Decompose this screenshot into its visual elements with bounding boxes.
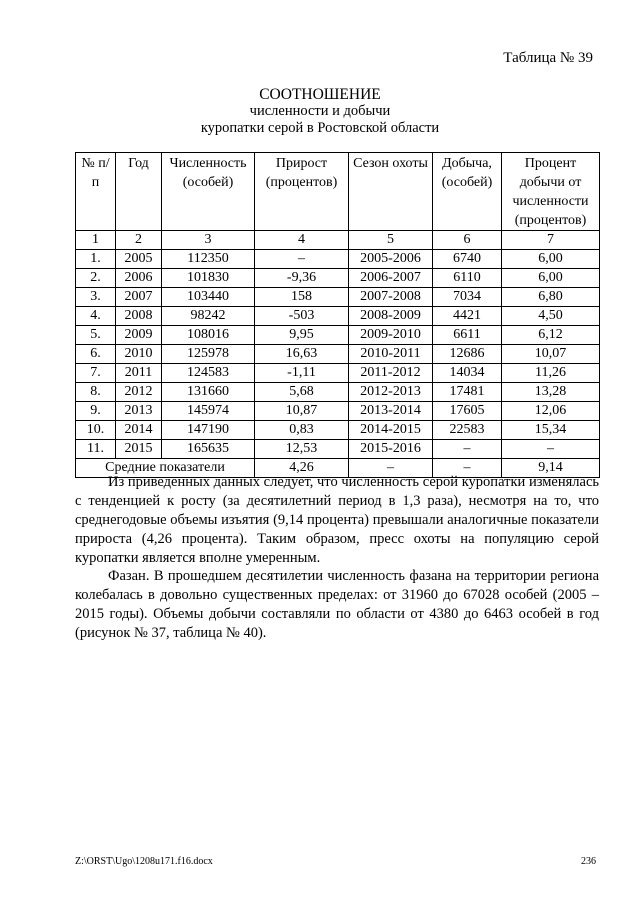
table-cell: 145974 <box>162 402 255 421</box>
table-cell: 2008-2009 <box>349 307 433 326</box>
table-row <box>76 269 600 288</box>
header-cell-harvest: Добыча, (особей) <box>433 153 502 231</box>
table-cell: – <box>502 440 600 459</box>
table-body <box>76 231 600 459</box>
table-cell: 165635 <box>162 440 255 459</box>
table-title: СООТНОШЕНИЕ <box>259 86 381 103</box>
table-cell: 2005 <box>116 250 162 269</box>
table-cell: 11. <box>76 440 116 459</box>
table-row <box>76 326 600 345</box>
table-cell: 6611 <box>433 326 502 345</box>
table-cell: 2009-2010 <box>349 326 433 345</box>
table-number: Таблица № 39 <box>503 50 593 66</box>
table-cell: 6,00 <box>502 250 600 269</box>
table-cell: 6,00 <box>502 269 600 288</box>
table-cell: 125978 <box>162 345 255 364</box>
summary-percent: 9,14 <box>502 459 600 478</box>
table-cell: 16,63 <box>255 345 349 364</box>
table-cell: 12,06 <box>502 402 600 421</box>
header-cell-season: Сезон охоты <box>349 153 433 231</box>
table-cell: 2013-2014 <box>349 402 433 421</box>
table-cell: 2015-2016 <box>349 440 433 459</box>
table-cell: -9,36 <box>255 269 349 288</box>
column-number: 6 <box>433 231 502 250</box>
table-cell: 2006 <box>116 269 162 288</box>
table-subtitle-line2: куропатки серой в Ростовской области <box>200 120 440 136</box>
paragraph-partridge: Из приведенных данных следует, что численность серой куропатки изменялась с тенденцией к росту (за десятилетний период в 1,3 раза), несмотря на то, что среднегодовые объемы изъятия (9,14 процента) превышали аналогичные показатели прироста (4,26 процента). Таким образом, пресс охоты на популяцию серой куропатки является вполне умеренным. <box>75 474 599 566</box>
table-cell: 2014 <box>116 421 162 440</box>
table-cell: 17605 <box>433 402 502 421</box>
table-cell: 131660 <box>162 383 255 402</box>
table-row <box>76 440 600 459</box>
table-cell: 6,80 <box>502 288 600 307</box>
summary-label: Средние показатели <box>76 459 255 478</box>
table-cell: 98242 <box>162 307 255 326</box>
header-cell-percent: Процент добычи от численности (процентов) <box>502 153 600 231</box>
table-cell: 10,87 <box>255 402 349 421</box>
column-number-row <box>76 231 600 250</box>
table-cell: 8. <box>76 383 116 402</box>
table-cell: -503 <box>255 307 349 326</box>
table-cell: 112350 <box>162 250 255 269</box>
table-cell: 2008 <box>116 307 162 326</box>
table-row <box>76 421 600 440</box>
table-cell: 2007 <box>116 288 162 307</box>
table-cell: 10,07 <box>502 345 600 364</box>
table-cell: 10. <box>76 421 116 440</box>
table-cell: 3. <box>76 288 116 307</box>
table-cell: 2010 <box>116 345 162 364</box>
table-cell: 2005-2006 <box>349 250 433 269</box>
summary-growth: 4,26 <box>255 459 349 478</box>
table-cell: 9,95 <box>255 326 349 345</box>
table-cell: 4421 <box>433 307 502 326</box>
table-cell: 1. <box>76 250 116 269</box>
table-cell: 12686 <box>433 345 502 364</box>
table-cell: 2010-2011 <box>349 345 433 364</box>
table-cell: – <box>433 440 502 459</box>
table-cell: 7034 <box>433 288 502 307</box>
table-cell: 5. <box>76 326 116 345</box>
table-cell: 2013 <box>116 402 162 421</box>
paragraph-pheasant: Фазан. В прошедшем десятилетии численность фазана на территории региона колебалась в довольно существенных пределах: от 31960 до 67028 особей (2005 – 2015 годы). Объемы добычи составляли по области от 4380 до 6463 особей в год (рисунок № 37, таблица № 40). <box>75 568 599 641</box>
table-cell: -1,11 <box>255 364 349 383</box>
table-cell: 7. <box>76 364 116 383</box>
table-cell: 4. <box>76 307 116 326</box>
table-cell: 2012-2013 <box>349 383 433 402</box>
table-cell: 6740 <box>433 250 502 269</box>
table-cell: 2009 <box>116 326 162 345</box>
table-row <box>76 307 600 326</box>
table-row <box>76 402 600 421</box>
table-cell: 6110 <box>433 269 502 288</box>
table-row <box>76 250 600 269</box>
table-cell: 4,50 <box>502 307 600 326</box>
table-cell: 2012 <box>116 383 162 402</box>
table-row <box>76 345 600 364</box>
table-cell: 13,28 <box>502 383 600 402</box>
table-cell: 124583 <box>162 364 255 383</box>
table-subtitle-line1: численности и добычи <box>249 103 391 119</box>
column-number: 5 <box>349 231 433 250</box>
header-cell-year: Год <box>116 153 162 231</box>
table-cell: – <box>255 250 349 269</box>
table-cell: 22583 <box>433 421 502 440</box>
table-cell: 158 <box>255 288 349 307</box>
footer-page-number: 236 <box>581 856 596 867</box>
header-cell-number: № п/п <box>76 153 116 231</box>
table-cell: 9. <box>76 402 116 421</box>
table-cell: 2. <box>76 269 116 288</box>
table-cell: 2015 <box>116 440 162 459</box>
table-cell: 17481 <box>433 383 502 402</box>
table-row <box>76 288 600 307</box>
column-number: 1 <box>76 231 116 250</box>
table-cell: 14034 <box>433 364 502 383</box>
data-table <box>75 152 600 478</box>
table-cell: 15,34 <box>502 421 600 440</box>
summary-harvest: – <box>433 459 502 478</box>
table-cell: 103440 <box>162 288 255 307</box>
table-cell: 6. <box>76 345 116 364</box>
table-cell: 11,26 <box>502 364 600 383</box>
footer-file-path: Z:\ORST\Ugo\1208u171.f16.docx <box>75 856 213 867</box>
table-row <box>76 383 600 402</box>
table-cell: 12,53 <box>255 440 349 459</box>
table-cell: 6,12 <box>502 326 600 345</box>
table-row <box>76 364 600 383</box>
table-cell: 2014-2015 <box>349 421 433 440</box>
table-cell: 2007-2008 <box>349 288 433 307</box>
table-cell: 2011-2012 <box>349 364 433 383</box>
summary-season: – <box>349 459 433 478</box>
table-cell: 147190 <box>162 421 255 440</box>
column-number: 4 <box>255 231 349 250</box>
table-cell: 101830 <box>162 269 255 288</box>
column-number: 7 <box>502 231 600 250</box>
header-row <box>76 153 600 231</box>
column-number: 3 <box>162 231 255 250</box>
header-cell-population: Численность (особей) <box>162 153 255 231</box>
column-number: 2 <box>116 231 162 250</box>
table-cell: 2011 <box>116 364 162 383</box>
table-cell: 108016 <box>162 326 255 345</box>
table-cell: 5,68 <box>255 383 349 402</box>
table-cell: 2006-2007 <box>349 269 433 288</box>
header-cell-growth: Прирост (процентов) <box>255 153 349 231</box>
table-cell: 0,83 <box>255 421 349 440</box>
